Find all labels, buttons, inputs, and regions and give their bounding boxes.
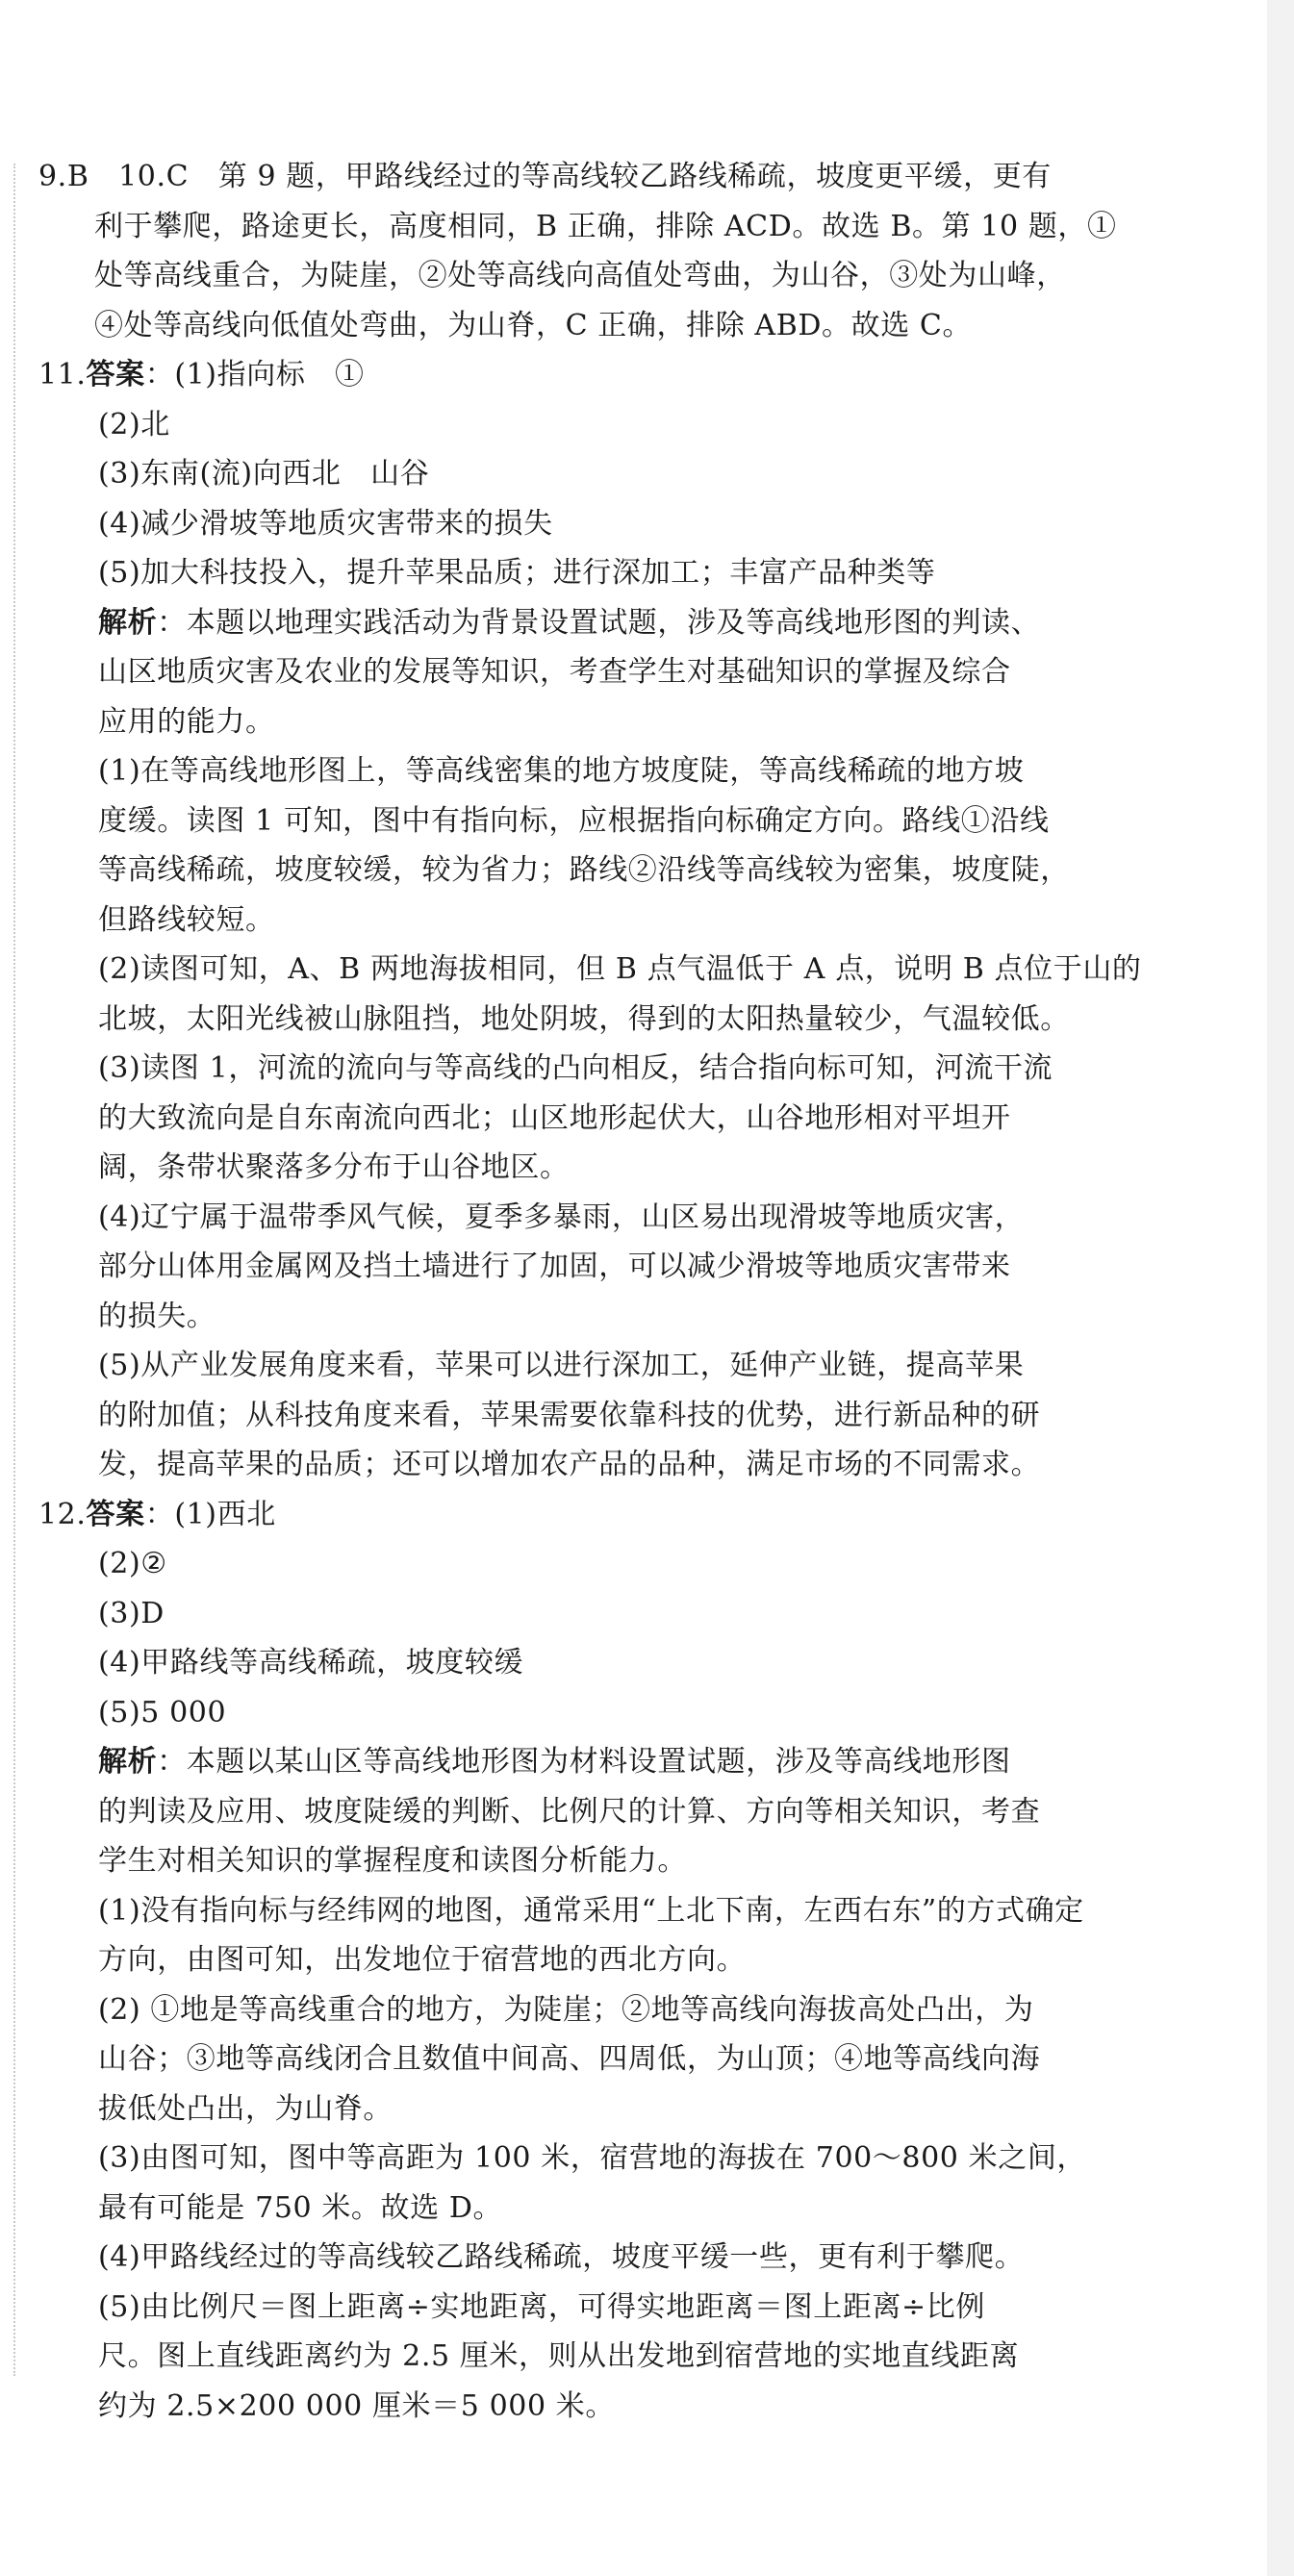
q12-analysis-line-6: (2) ①地是等高线重合的地方，为陡崖；②地等高线向海拔高处凸出，为	[98, 1992, 1034, 2027]
q12-block	[38, 1490, 1097, 2432]
q11-analysis-line-10: (3)读图 1，河流的流向与等高线的凸向相反，结合指向标可知，河流干流	[98, 1051, 1053, 1085]
q12-analysis-intro: ：本题以某山区等高线地形图为材料设置试题，涉及等高线地形图	[157, 1745, 1011, 1779]
q12-analysis-line-11: (4)甲路线经过的等高线较乙路线稀疏，坡度平缓一些，更有利于攀爬。	[98, 2240, 1025, 2274]
q11-answer-label: 答案	[86, 358, 145, 391]
q11-analysis-line-14: 部分山体用金属网及挡土墙进行了加固，可以减少滑坡等地质灾害带来	[98, 1250, 1011, 1283]
q12-analysis-line-1	[38, 1737, 1097, 1787]
q12-analysis-label: 解析	[98, 1745, 158, 1779]
q11-analysis-line-12: 阔，条带状聚落多分布于山谷地区。	[98, 1150, 570, 1184]
q12-analysis-line-9: (3)由图可知，图中等高距为 100 米，宿营地的海拔在 700～800 米之间，	[98, 2141, 1087, 2175]
q12-answer-line-1	[38, 1490, 1097, 1540]
q11-analysis-line-18: 发，提高苹果的品质；还可以增加农产品的品种，满足市场的不同需求。	[98, 1448, 1041, 1481]
page-edge	[1267, 0, 1294, 2576]
q9-10-line-4: ④处等高线向低值处弯曲，为山脊，C 正确，排除 ABD。故选 C。	[94, 308, 973, 342]
q9-10-block	[38, 152, 1117, 350]
q9-10-line-1: 9.B 10.C 第 9 题，甲路线经过的等高线较乙路线稀疏，坡度更平缓，更有	[38, 160, 1052, 193]
q11-analysis-line-7: 但路线较短。	[98, 902, 275, 937]
q11-analysis-line-17: 的附加值；从科技角度来看，苹果需要依靠科技的优势，进行新品种的研	[98, 1398, 1041, 1432]
q9-10-line-3: 处等高线重合，为陡崖，②处等高线向高值处弯曲，为山谷，③处为山峰，	[94, 259, 1066, 292]
q12-analysis-line-10: 最有可能是 750 米。故选 D。	[98, 2190, 503, 2225]
q9-10-line-2: 利于攀爬，路途更长，高度相同，B 正确，排除 ACD。故选 B。第 10 题，①	[94, 209, 1117, 243]
q12-analysis-line-2: 的判读及应用、坡度陡缓的判断、比例尺的计算、方向等相关知识，考查	[98, 1794, 1041, 1829]
q11-analysis-line-2: 山区地质灾害及农业的发展等知识，考查学生对基础知识的掌握及综合	[98, 655, 1011, 689]
q12-analysis-line-3: 学生对相关知识的掌握程度和读图分析能力。	[98, 1844, 687, 1878]
q11-analysis-line-1	[38, 598, 1097, 648]
q12-number: 12.	[38, 1497, 87, 1531]
q12-analysis-line-14: 约为 2.5×200 000 厘米＝5 000 米。	[98, 2388, 615, 2423]
q12-answer-label: 答案	[86, 1497, 145, 1531]
q11-analysis-line-5: 度缓。读图 1 可知，图中有指向标，应根据指向标确定方向。路线①沿线	[98, 803, 1050, 838]
q11-analysis-intro: ：本题以地理实践活动为背景设置试题，涉及等高线地形图的判读、	[157, 605, 1041, 640]
q12-answer-1: ：(1)西北	[144, 1497, 276, 1531]
q12-analysis-line-4: (1)没有指向标与经纬网的地图，通常采用“上北下南，左西右东”的方式确定	[98, 1893, 1084, 1928]
q11-analysis-line-15: 的损失。	[98, 1299, 216, 1333]
q11-answer-3: (3)东南(流)向西北 山谷	[98, 457, 430, 491]
q11-analysis-line-3: 应用的能力。	[98, 704, 275, 739]
q12-analysis-line-8: 拔低处凸出，为山脊。	[98, 2091, 393, 2126]
q11-answer-line-1	[38, 350, 1097, 400]
q11-analysis-line-13: (4)辽宁属于温带季风气候，夏季多暴雨，山区易出现滑坡等地质灾害，	[98, 1200, 1025, 1234]
q11-block	[38, 350, 1142, 1490]
q12-analysis-line-5: 方向，由图可知，出发地位于宿营地的西北方向。	[98, 1943, 747, 1977]
q11-analysis-label: 解析	[98, 605, 158, 640]
q11-analysis-line-4: (1)在等高线地形图上，等高线密集的地方坡度陡，等高线稀疏的地方坡	[98, 754, 1025, 788]
q11-number: 11.	[38, 358, 87, 391]
q12-analysis-line-13: 尺。图上直线距离约为 2.5 厘米，则从出发地到宿营地的实地直线距离	[98, 2339, 1020, 2373]
q12-answer-2: (2)②	[98, 1547, 167, 1580]
q11-answer-5: (5)加大科技投入，提升苹果品质；进行深加工；丰富产品种类等	[98, 556, 936, 590]
q12-answer-4: (4)甲路线等高线稀疏，坡度较缓	[98, 1646, 524, 1679]
q12-analysis-line-7: 山谷；③地等高线闭合且数值中间高、四周低，为山顶；④地等高线向海	[98, 2042, 1041, 2076]
q12-answer-5: (5)5 000	[98, 1695, 227, 1730]
answer-page	[38, 152, 1142, 2431]
q11-answer-4: (4)减少滑坡等地质灾害带来的损失	[98, 506, 553, 541]
q11-analysis-line-6: 等高线稀疏，坡度较缓，较为省力；路线②沿线等高线较为密集，坡度陡，	[98, 853, 1070, 887]
q11-answer-1: ：(1)指向标 ①	[144, 358, 365, 391]
q11-analysis-line-8: (2)读图可知，A、B 两地海拔相同，但 B 点气温低于 A 点，说明 B 点位于山的	[98, 952, 1142, 986]
q11-analysis-line-9: 北坡，太阳光线被山脉阻挡，地处阴坡，得到的太阳热量较少，气温较低。	[98, 1001, 1070, 1036]
binding-margin-line	[13, 164, 15, 2376]
q11-answer-2: (2)北	[98, 407, 170, 442]
q11-analysis-line-11: 的大致流向是自东南流向西北；山区地形起伏大，山谷地形相对平坦开	[98, 1100, 1011, 1135]
q11-analysis-line-16: (5)从产业发展角度来看，苹果可以进行深加工，延伸产业链，提高苹果	[98, 1349, 1025, 1382]
q12-analysis-line-12: (5)由比例尺＝图上距离÷实地距离，可得实地距离＝图上距离÷比例	[98, 2289, 985, 2324]
q12-answer-3: (3)D	[98, 1596, 165, 1630]
